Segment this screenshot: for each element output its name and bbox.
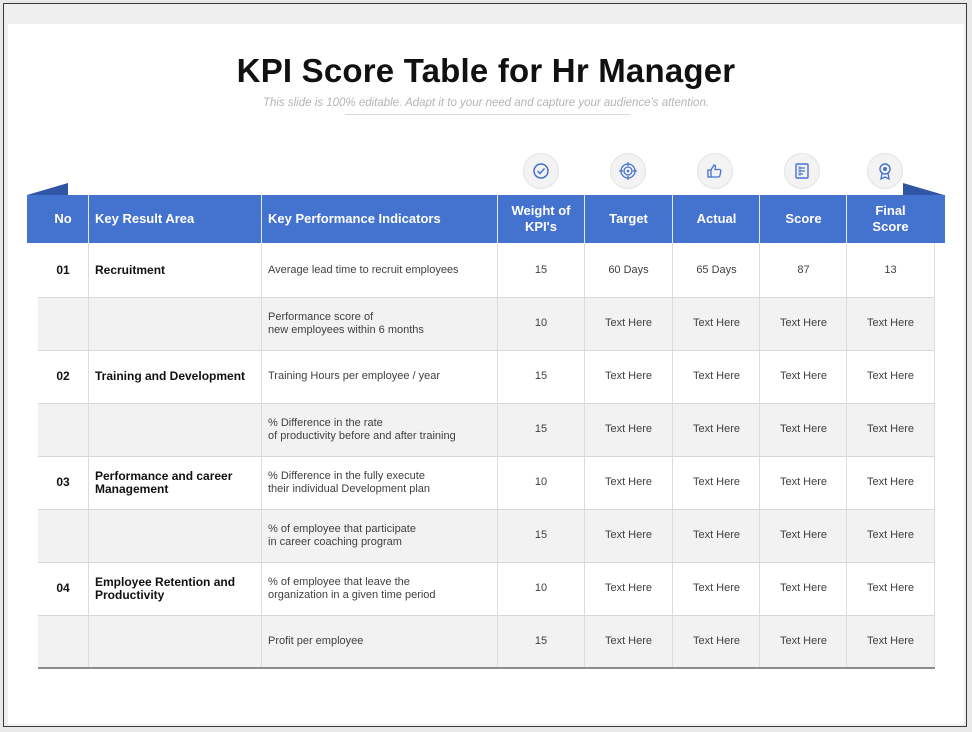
subtitle-divider <box>345 114 630 115</box>
row-divider <box>38 562 935 563</box>
header-final-score <box>847 195 934 243</box>
kpi-line: Training Hours per employee / year <box>268 370 441 382</box>
row-divider <box>38 403 935 404</box>
row-divider <box>38 350 935 351</box>
cell-final-score: Text Here <box>866 317 915 329</box>
cell-no: 02 <box>56 369 70 383</box>
column-divider <box>759 243 760 668</box>
cell-no <box>38 509 88 562</box>
header-key-result-area: Key Result Area <box>95 211 195 226</box>
cell-key-result-area <box>95 509 255 562</box>
cell-weight: 15 <box>534 370 548 382</box>
header-separator <box>261 195 262 243</box>
target-icon <box>610 153 646 189</box>
cell-kpi <box>268 297 496 350</box>
column-divider <box>934 243 935 668</box>
cell-key-result-area: Recruitment <box>95 263 166 277</box>
kpi-line: of productivity before and after training <box>268 429 456 442</box>
cell-target: Text Here <box>604 582 653 594</box>
page-subtitle: This slide is 100% editable. Adapt it to your need and capture your audience's attention. <box>262 97 710 109</box>
cell-score: Text Here <box>779 635 828 647</box>
cell-target: Text Here <box>604 317 653 329</box>
cell-no <box>38 297 88 350</box>
cell-no <box>38 615 88 668</box>
scorecard-icon <box>784 153 820 189</box>
cell-kpi <box>268 403 496 456</box>
row-divider <box>38 456 935 457</box>
cell-final-score: Text Here <box>866 476 915 488</box>
kpi-line: % of employee that participate <box>268 522 416 535</box>
cell-final-score: Text Here <box>866 370 915 382</box>
header-separator <box>846 195 847 243</box>
kpi-line: % Difference in the fully execute <box>268 469 425 482</box>
cell-actual: Text Here <box>692 317 741 329</box>
cell-score: Text Here <box>779 582 828 594</box>
cell-key-result-area: Employee Retention and Productivity <box>95 574 236 602</box>
cell-weight: 15 <box>534 529 548 541</box>
cell-kpi <box>268 244 496 297</box>
cell-final-score: Text Here <box>866 582 915 594</box>
cell-target: Text Here <box>604 370 653 382</box>
cell-final-score: Text Here <box>866 423 915 435</box>
cell-actual: Text Here <box>692 423 741 435</box>
cell-actual: Text Here <box>692 476 741 488</box>
cell-actual: Text Here <box>692 582 741 594</box>
column-divider <box>88 243 89 668</box>
header-target: Target <box>609 211 648 226</box>
cell-no: 03 <box>56 475 70 489</box>
cell-final-score: Text Here <box>866 529 915 541</box>
cell-actual: 65 Days <box>696 264 737 276</box>
column-divider <box>497 243 498 668</box>
cell-key-result-area: Performance and career Management <box>95 468 233 496</box>
cell-score: Text Here <box>779 370 828 382</box>
cell-score: Text Here <box>779 317 828 329</box>
header-separator <box>88 195 89 243</box>
cell-weight: 15 <box>534 635 548 647</box>
column-divider <box>261 243 262 668</box>
cell-score: Text Here <box>779 423 828 435</box>
cell-actual: Text Here <box>692 370 741 382</box>
kpi-line: their individual Development plan <box>268 482 431 495</box>
column-divider <box>672 243 673 668</box>
kpi-line: Average lead time to recruit employees <box>268 264 459 276</box>
header-kpi: Key Performance Indicators <box>268 211 441 226</box>
cell-score: 87 <box>797 264 810 276</box>
cell-weight: 15 <box>534 423 548 435</box>
cell-kpi <box>268 509 496 562</box>
column-divider <box>846 243 847 668</box>
header-no: No <box>54 211 72 226</box>
row-divider <box>38 297 935 298</box>
kpi-line: % Difference in the rate <box>268 416 383 429</box>
header-separator <box>584 195 585 243</box>
header-actual: Actual <box>696 211 737 226</box>
cell-final-score: Text Here <box>866 635 915 647</box>
thumbs-up-icon <box>697 153 733 189</box>
cell-actual: Text Here <box>692 635 741 647</box>
cell-no <box>38 403 88 456</box>
cell-kpi <box>268 456 496 509</box>
row-divider <box>38 509 935 510</box>
header-final-line2: Score <box>872 219 909 234</box>
cell-key-result-area <box>95 615 255 668</box>
cell-target: Text Here <box>604 529 653 541</box>
cell-kpi <box>268 350 496 403</box>
cell-target: 60 Days <box>608 264 649 276</box>
header-separator <box>759 195 760 243</box>
cell-kpi <box>268 615 496 668</box>
header-separator <box>497 195 498 243</box>
cell-target: Text Here <box>604 635 653 647</box>
cell-weight: 10 <box>534 582 548 594</box>
cell-no: 01 <box>56 263 70 277</box>
header-final-line1: Final <box>875 203 906 218</box>
page-title: KPI Score Table for Hr Manager <box>236 52 736 89</box>
cell-score: Text Here <box>779 476 828 488</box>
cell-weight: 10 <box>534 476 548 488</box>
kpi-line: % of employee that leave the <box>268 575 410 588</box>
kpi-line: Profit per employee <box>268 635 364 647</box>
row-divider <box>38 615 935 616</box>
cell-actual: Text Here <box>692 529 741 541</box>
kpi-line: Performance score of <box>268 310 374 323</box>
kpi-line: organization in a given time period <box>268 588 436 601</box>
cell-final-score: 13 <box>884 264 897 276</box>
clock-check-icon <box>523 153 559 189</box>
cell-key-result-area <box>95 297 255 350</box>
kpi-line: new employees within 6 months <box>268 323 424 336</box>
cell-kpi <box>268 562 496 615</box>
header-weight <box>498 195 584 243</box>
header-weight-line2: KPI's <box>525 219 557 234</box>
cell-target: Text Here <box>604 476 653 488</box>
table-bottom-border <box>38 667 935 669</box>
cell-key-result-area <box>95 403 255 456</box>
cell-weight: 15 <box>534 264 548 276</box>
header-separator <box>672 195 673 243</box>
cell-key-result-area: Training and Development <box>95 369 246 383</box>
cell-weight: 10 <box>534 317 548 329</box>
kpi-line: in career coaching program <box>268 535 402 548</box>
header-weight-line1: Weight of <box>511 203 571 218</box>
cell-target: Text Here <box>604 423 653 435</box>
cell-no: 04 <box>56 581 70 595</box>
header-score: Score <box>785 211 822 226</box>
award-medal-icon <box>867 153 903 189</box>
column-divider <box>584 243 585 668</box>
cell-score: Text Here <box>779 529 828 541</box>
